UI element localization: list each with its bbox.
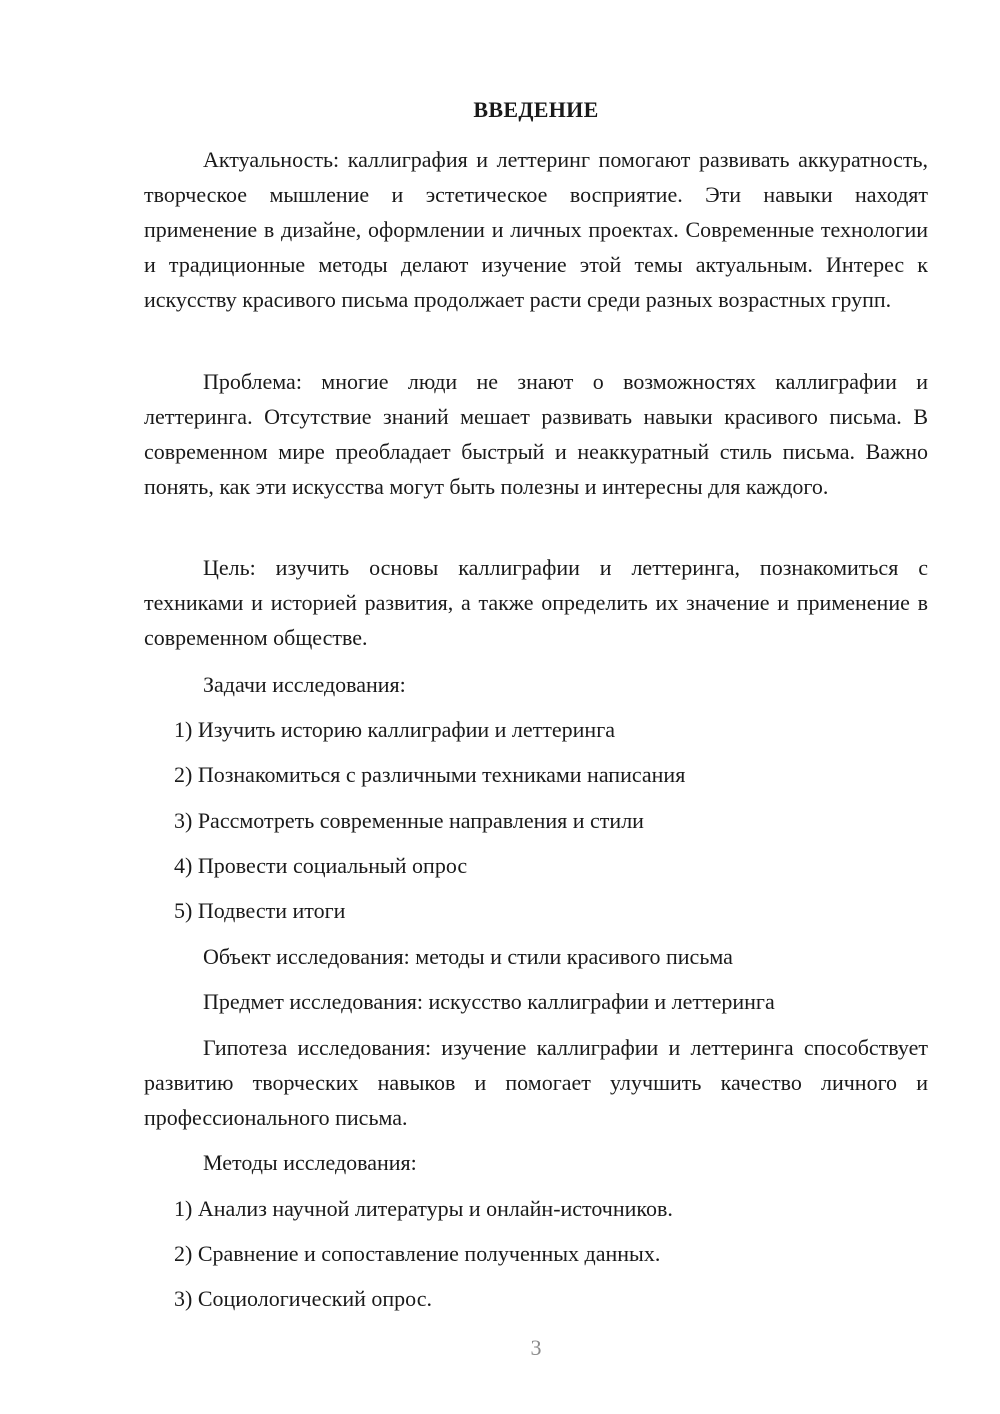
research-object: Объект исследования: методы и стили красивого письма [203, 944, 733, 969]
page-title: ВВЕДЕНИЕ [473, 97, 599, 122]
task-item-3: 3) Рассмотреть современные направления и стили [174, 808, 644, 833]
task-item-4: 4) Провести социальный опрос [174, 853, 468, 878]
task-item-5: 5) Подвести итоги [174, 898, 346, 923]
task-item-2: 2) Познакомиться с различными техниками написания [174, 762, 686, 787]
method-item-3: 3) Социологический опрос. [174, 1286, 432, 1311]
goal-paragraph: Цель: изучить основы каллиграфии и леттеринга, познакомиться с техниками и историей развития, а также определить их значение и применение в современном обществе. [144, 555, 928, 650]
tasks-heading: Задачи исследования: [203, 672, 406, 697]
method-item-1: 1) Анализ научной литературы и онлайн-источников. [174, 1196, 673, 1221]
relevance-paragraph: Актуальность: каллиграфия и леттеринг помогают развивать аккуратность, творческое мышление и эстетическое восприятие. Эти навыки находят применение в дизайне, оформлении и личных проектах. Современные технологии и традиционные методы делают изучение этой темы актуальным. Интерес к искусству красивого письма продолжает расти среди разных возрастных групп. [144, 147, 928, 312]
hypothesis-paragraph: Гипотеза исследования: изучение каллиграфии и леттеринга способствует развитию творческих навыков и помогает улучшить качество личного и профессионального письма. [144, 1035, 928, 1130]
problem-paragraph: Проблема: многие люди не знают о возможностях каллиграфии и леттеринга. Отсутствие знаний мешает развивать навыки красивого письма. В современном мире преобладает быстрый и неаккуратный стиль письма. Важно понять, как эти искусства могут быть полезны и интересны для каждого. [144, 369, 928, 499]
method-item-2: 2) Сравнение и сопоставление полученных данных. [174, 1241, 661, 1266]
task-item-1: 1) Изучить историю каллиграфии и леттеринга [174, 717, 615, 742]
methods-heading: Методы исследования: [203, 1150, 417, 1175]
research-subject: Предмет исследования: искусство каллиграфии и леттеринга [203, 989, 775, 1014]
page-number: 3 [530, 1335, 542, 1360]
